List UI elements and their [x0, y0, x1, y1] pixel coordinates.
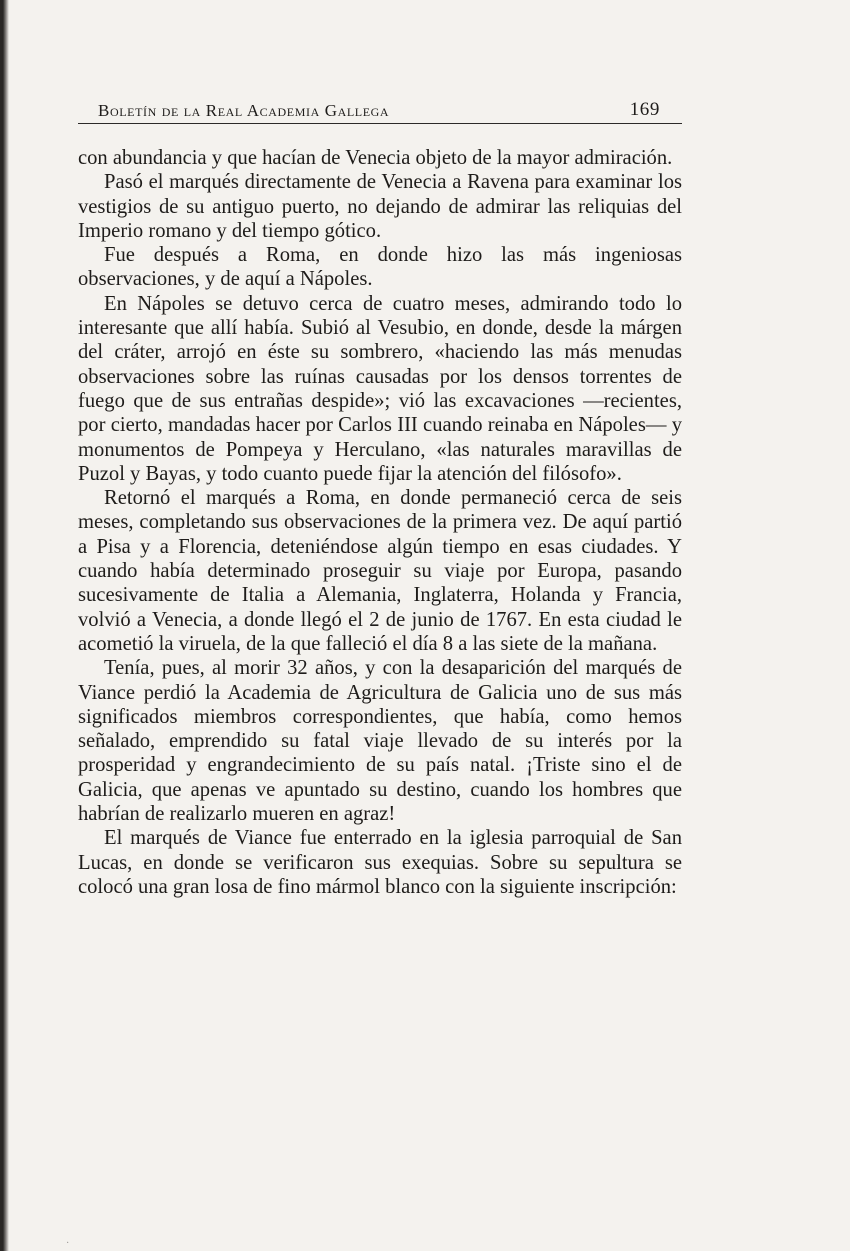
paragraph-7: El marqués de Viance fue enterrado en la iglesia parroquial de San Lucas, en donde se verificaron sus exequias. Sobre su sepultura se colocó una gran losa de fino mármol blanco con la siguiente inscripción: [78, 827, 682, 898]
scan-speck: · [66, 1238, 70, 1249]
body-text [78, 146, 682, 899]
paragraph-2: Pasó el marqués directamente de Venecia a Ravena para examinar los vestigios de su antiguo puerto, no dejando de admirar las reliquias del Imperio romano y del tiempo gótico. [78, 171, 682, 242]
paragraph-1: con abundancia y que hacían de Venecia objeto de la mayor admiración. [78, 147, 673, 169]
running-header [78, 98, 682, 124]
book-spine-edge [0, 0, 9, 1251]
paragraph-5: Retornó el marqués a Roma, en donde permaneció cerca de seis meses, completando sus observaciones de la primera vez. De aquí partió a Pisa y a Florencia, deteniéndose algún tiempo en esas ciudades. Y cuando había determinado proseguir su viaje por Europa, pasando sucesivamente de Italia a Alemania, Inglaterra, Holanda y Francia, volvió a Venecia, a donde llegó el 2 de junio de 1767. En esta ciudad le acometió la viruela, de la que falleció el día 8 a las siete de la mañana. [78, 487, 682, 655]
journal-title: Boletín de la Real Academia Gallega [98, 101, 390, 120]
page [78, 98, 682, 899]
paragraph-6: Tenía, pues, al morir 32 años, y con la desaparición del marqués de Viance perdió la Academia de Agricultura de Galicia uno de sus más significados miembros correspondientes, que había, como hemos señalado, emprendido su fatal viaje llevado de su interés por la prosperidad y engrandecimiento de su país natal. ¡Triste sino el de Galicia, que apenas ve apuntado su destino, cuando los hombres que habrían de realizarlo mueren en agraz! [78, 657, 682, 826]
paragraph-4: En Nápoles se detuvo cerca de cuatro meses, admirando todo lo interesante que allí había. Subió al Vesubio, en donde, desde la márgen del cráter, arrojó en éste su sombrero, «haciendo las más menudas observaciones sobre las ruínas causadas por los densos torrentes de fuego que de sus entrañas despide»; vió las excavaciones —recientes, por cierto, mandadas hacer por Carlos III cuando reinaba en Nápoles— y monumentos de Pompeya y Herculano, «las naturales maravillas de Puzol y Bayas, y todo cuanto puede fijar la atención del filósofo». [78, 292, 682, 485]
paragraph-3: Fue después a Roma, en donde hizo las más ingeniosas observaciones, y de aquí a Nápoles. [78, 244, 682, 291]
page-number: 169 [629, 99, 660, 120]
